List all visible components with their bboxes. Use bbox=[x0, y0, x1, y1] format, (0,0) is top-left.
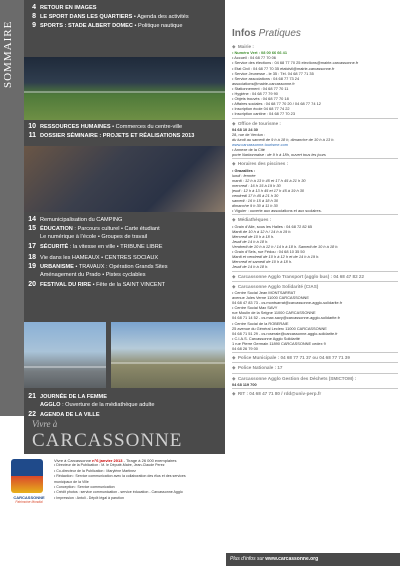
toc-page-number: 20 bbox=[28, 281, 36, 288]
toc-subtitle: Aménagement du Prado • Pistes cyclables bbox=[40, 272, 146, 278]
info-line: • Stationnement : 04 68 77 70 11 bbox=[232, 85, 289, 91]
section-heading bbox=[232, 376, 398, 381]
section-heading-text: Police Municipale : 04 68 77 71 37 ou 04 68 77 71 39 bbox=[237, 355, 350, 361]
diamond-bullet-icon: ◆ bbox=[232, 44, 237, 49]
diamond-bullet-icon: ◆ bbox=[232, 390, 237, 396]
section-heading-text: Médiathèques : bbox=[237, 217, 272, 223]
toc-title: AGGLO bbox=[40, 402, 61, 408]
toc-row bbox=[24, 234, 225, 240]
info-line: Vendredi de 10 h à 12 h / 14 h à 18 h. Samedi de 10 h à 18 h. bbox=[232, 244, 339, 249]
info-line: • Centre Social Max SAVY bbox=[232, 305, 278, 311]
toc-subtitle: • Agenda des activités bbox=[132, 14, 189, 20]
info-line: 1 rue Pierre Germain 11890 CARCASSONNE cedex 9 bbox=[232, 340, 326, 346]
section-divider bbox=[232, 271, 398, 272]
info-line: • C.I.A.S. Carcassonne Agglo Solidarité bbox=[232, 335, 300, 341]
colophon-line: • Conception : Service communication bbox=[54, 485, 115, 490]
toc-page-number: 22 bbox=[28, 411, 36, 418]
toc-row bbox=[24, 243, 225, 250]
info-line: • Grain d’Aile, sous les Halles : 04 68 72 82 65 bbox=[232, 223, 313, 229]
toc-page-number: 18 bbox=[28, 254, 36, 261]
section-heading-text: Carcassonne Agglo Solidarité (CIAS) bbox=[237, 283, 319, 289]
toc-title: JOURNÉE DE LA FEMME bbox=[40, 394, 107, 400]
info-line: lundi : fermée bbox=[232, 172, 256, 178]
section-heading bbox=[232, 44, 398, 49]
info-line: 25 avenue du Général Leclerc 11000 CARCASSONNE bbox=[232, 325, 327, 331]
toc-subtitle: • Commerces du centre-ville bbox=[110, 124, 183, 130]
carcassonne-label: CARCASSONNE bbox=[32, 430, 183, 451]
info-line: • Inscription école 04 68 77 74 22 bbox=[232, 106, 290, 112]
section-heading-text: Mairie : bbox=[237, 44, 254, 49]
info-line: du lundi au samedi de 9 h à 18 h, dimanche de 10 h à 13 h. bbox=[232, 136, 335, 142]
footer-text: Plus d’infos sur www.carcassonne.org bbox=[230, 556, 319, 562]
info-line: samedi : 16 h 15 à 18 h 30 bbox=[232, 198, 279, 204]
toc-row bbox=[24, 132, 225, 139]
colophon-line: • Co-directeur de la Publication : Marylène Martinez bbox=[54, 468, 136, 473]
info-line: 04 68 26 79 00 bbox=[232, 346, 258, 351]
info-line: • Service Jeunesse - le 35 : Tél. 04 68 77 71 35 bbox=[232, 70, 314, 76]
toc-subtitle: : la vitesse en ville • TRIBUNE LIBRE bbox=[68, 244, 163, 250]
footer-band bbox=[226, 553, 400, 566]
toc-row bbox=[24, 225, 225, 232]
section-heading bbox=[232, 217, 398, 222]
section-heading bbox=[232, 121, 398, 126]
carcassonne-logo bbox=[7, 459, 47, 515]
section-heading-text: Police Nationale : 17 bbox=[237, 365, 283, 371]
info-line: • Accueil : 04 68 77 70 06 bbox=[232, 55, 276, 61]
colophon-line: • Impression : Antoli - Dépôt légal à parution bbox=[54, 495, 124, 500]
section-heading bbox=[232, 274, 398, 279]
info-line: vendredi 17 h 45 à 21 h 30 bbox=[232, 193, 279, 198]
info-line: • Etat Civil : 04 68 77 70 35 etatcivil@mairie-carcassonne.fr bbox=[232, 65, 335, 71]
info-line: porte Narbonnaise : de 9 h à 18h, ouvert tous les jours bbox=[232, 152, 326, 158]
diamond-bullet-icon: ◆ bbox=[232, 161, 237, 167]
toc-title: URBANISME bbox=[40, 264, 74, 270]
toc-row bbox=[24, 22, 225, 29]
diamond-bullet-icon: ◆ bbox=[232, 273, 237, 279]
info-line: • Grain d’Sels, rue Fédou : 04 68 10 35 50 bbox=[232, 249, 305, 255]
toc-title: DOSSIER SÉMINAIRE : PROJETS ET RÉALISATIONS 2013 bbox=[40, 133, 195, 139]
info-line: 04 68 71 14 52 - cs.max.savy@carcassonne-agglo-solidarite.fr bbox=[232, 315, 340, 321]
toc-subtitle: : Parcours culturel • Carte étudiant bbox=[72, 226, 160, 232]
colophon bbox=[0, 454, 225, 566]
sommaire-band bbox=[0, 0, 24, 416]
toc-page-number: 21 bbox=[28, 393, 36, 400]
colophon-line: municipaux de la Ville bbox=[54, 479, 89, 484]
toc-row bbox=[24, 272, 225, 278]
info-line: • Grazailles : bbox=[232, 167, 256, 173]
info-line: • Service des élections : 04 68 77 70 25 elections@mairie-carcassonne.fr bbox=[232, 60, 359, 66]
section-heading bbox=[232, 391, 398, 396]
diamond-bullet-icon: ◆ bbox=[232, 365, 237, 371]
section-heading-text: Carcassonne Agglo Gestion des Déchets (SMICTOM) : bbox=[237, 375, 357, 381]
infos-pratiques-column bbox=[226, 0, 400, 566]
toc-row bbox=[24, 393, 225, 400]
info-line: mardi : 12 h à 13 h 45 et 17 h 45 à 21 h 30 bbox=[232, 177, 306, 183]
logo-subtitle: Patrimoine Mondial bbox=[15, 500, 43, 504]
infos-pratiques-title: Infos Pratiques bbox=[232, 28, 301, 39]
toc-title: RESSOURCES HUMAINES bbox=[40, 124, 111, 130]
toc-subtitle: Le numérique à l’école • Groupes de travail bbox=[40, 234, 148, 240]
section-divider bbox=[232, 362, 398, 363]
info-line: Jeudi de 14 h à 18 h. bbox=[232, 264, 269, 270]
section-heading bbox=[232, 161, 398, 166]
section-divider bbox=[232, 373, 398, 374]
logo-name: CARCASSONNE bbox=[13, 495, 45, 500]
section-heading-text: Office de tourisme : bbox=[237, 120, 281, 126]
section-divider bbox=[232, 352, 398, 353]
toc-row bbox=[24, 13, 225, 20]
section-heading bbox=[232, 355, 398, 360]
section-heading-text: RIT : 04 68 47 71 80 / rdd@univ-perp.fr bbox=[237, 390, 322, 396]
info-line: • Annexe de la Cité bbox=[232, 147, 265, 153]
toc-title: SÉCURITÉ bbox=[40, 244, 69, 250]
stadium-photo bbox=[24, 57, 225, 120]
toc-row bbox=[24, 402, 225, 408]
toc-row bbox=[24, 263, 225, 270]
section-divider bbox=[232, 158, 398, 159]
toc-page-number: 4 bbox=[32, 4, 36, 11]
info-line: rue Moulin de la Seigne 11000 CARCASSONNE bbox=[232, 310, 316, 316]
toc-subtitle: • Fête de la SAINT VINCENT bbox=[91, 282, 166, 288]
sommaire-label: SOMMAIRE bbox=[2, 20, 14, 88]
toc-subtitle: : Ouverture de la médiathèque adulte bbox=[60, 402, 155, 408]
toc-subtitle: • Politique nautique bbox=[132, 23, 183, 29]
info-line: associations@mairie-carcassonne.fr bbox=[232, 80, 295, 86]
toc-title: SPORTS : STADE ALBERT DOMEC bbox=[40, 23, 133, 29]
info-line: • Inscription cantine : 04 68 77 70 23 bbox=[232, 111, 296, 117]
section-heading-text: Carcassonne Agglo Transport (agglo bus) : 04 68 47 82 22 bbox=[237, 273, 365, 279]
toc-title: ÉDUCATION bbox=[40, 226, 73, 232]
section-heading bbox=[232, 365, 398, 370]
toc-title: FESTIVAL DU RIRE bbox=[40, 282, 92, 288]
toc-page-number: 11 bbox=[28, 132, 36, 139]
toc-row bbox=[24, 123, 225, 130]
toc-row bbox=[24, 411, 225, 418]
toc-row bbox=[24, 216, 225, 223]
info-line: 04 68 71 51 29 - cs.roseraie@carcassonne-agglo-solidarite.fr bbox=[232, 330, 338, 336]
info-line: 04 68 10 24 30 bbox=[232, 126, 258, 132]
info-line: 28, rue de Verdun : bbox=[232, 131, 266, 137]
toc-row bbox=[24, 254, 225, 261]
info-line: 04 68 119 700 bbox=[232, 381, 257, 387]
vivre-label: Vivre à bbox=[32, 419, 58, 429]
info-line: • Numéro Vert : 08 00 66 66 41 bbox=[232, 50, 287, 56]
colophon-line: • Crédit photos : service communication - service éducation - Carcassonne Agglo bbox=[54, 490, 183, 495]
toc-subtitle: Remunicipalisation du CAMPING bbox=[40, 217, 123, 223]
toc-subtitle: • TRAVAUX : Opération Grands Sites bbox=[73, 264, 168, 270]
logo-icon bbox=[11, 459, 43, 493]
info-line: dimanche 9 h 30 à 11 h 30 bbox=[232, 203, 278, 209]
diamond-bullet-icon: ◆ bbox=[232, 120, 237, 126]
section-divider bbox=[232, 388, 398, 389]
toc-page-number: 9 bbox=[32, 22, 36, 29]
info-line: • Service associations : 04 68 77 73 24 bbox=[232, 75, 300, 81]
info-line[interactable]: www.carcassonne-tourisme.com bbox=[232, 142, 288, 147]
diamond-bullet-icon: ◆ bbox=[232, 375, 237, 381]
info-line: Mardi et vendredi de 10 h à 12 h et de 14 h à 19 h. bbox=[232, 254, 320, 260]
street-photo bbox=[111, 322, 225, 388]
info-line: 04 68 47 83 73 - cs.montsarrat@carcassonne-agglo-solidarite.fr bbox=[232, 300, 343, 306]
toc-title: LE SPORT DANS LES QUARTIERS bbox=[40, 14, 133, 20]
colophon-line: • Directeur de la Publication : M. le Député-Maire, Jean-Claude Perez bbox=[54, 463, 165, 468]
info-line: Mardi de 10 h à 12 h / 14 h à 19 h. bbox=[232, 228, 292, 234]
toc-page-number: 17 bbox=[28, 243, 36, 250]
diamond-bullet-icon: ◆ bbox=[232, 283, 237, 289]
info-line: Jeudi de 14 h à 18 h. bbox=[232, 238, 269, 244]
info-line: Mercredi de 10 h à 18 h. bbox=[232, 233, 275, 239]
colophon-line: • Rédaction : Service communication avec la collaboration des élus et des services bbox=[54, 474, 186, 479]
toc-page-number: 14 bbox=[28, 216, 36, 223]
vivre-a-carcassonne-banner bbox=[24, 416, 225, 454]
colophon-text bbox=[54, 458, 222, 501]
info-line: • Affaires sociales : 04 68 77 70 20 / 04 68 77 74 12 bbox=[232, 101, 321, 107]
toc-page-number: 19 bbox=[28, 263, 36, 270]
info-line: mercredi : 16 h 15 à 19 h 30 bbox=[232, 182, 281, 188]
info-line: avenue Jules Verne 11000 CARCASSONNE bbox=[232, 295, 309, 300]
info-line: • Centre Social Jean MONTSARRAT bbox=[232, 289, 296, 295]
toc-row bbox=[24, 281, 225, 288]
section-heading-text: Horaires des piscines : bbox=[237, 161, 289, 167]
info-line: Mercredi et samedi de 10 h à 18 h. bbox=[232, 259, 293, 265]
toc-subtitle: Vie dans les HAMEAUX • CENTRES SOCIAUX bbox=[40, 255, 159, 261]
road-photo bbox=[24, 322, 106, 388]
info-line: jeudi : 12 h à 13 h 45 et 17 h 45 à 19 h 30 bbox=[232, 187, 305, 193]
toc-page-number: 10 bbox=[28, 123, 36, 130]
diamond-bullet-icon: ◆ bbox=[232, 217, 237, 223]
section-divider bbox=[232, 281, 398, 282]
info-line: • Objets trouvés : 04 68 77 70 18 bbox=[232, 96, 289, 102]
toc-title: AGENDA DE LA VILLE bbox=[40, 412, 100, 418]
toc-page-number: 15 bbox=[28, 225, 36, 232]
diamond-bullet-icon: ◆ bbox=[232, 355, 237, 361]
toc-title: RETOUR EN IMAGES bbox=[40, 5, 97, 11]
section-heading bbox=[232, 284, 398, 289]
toc-row bbox=[24, 4, 225, 11]
colophon-head: Vivre à Carcassonne n°6 janvier 2013 - Tirage à 26 000 exemplaires bbox=[54, 458, 177, 463]
website-link[interactable]: www.carcassonne.org bbox=[265, 556, 319, 562]
info-line: • Hygiène : 04 68 77 79 90 bbox=[232, 91, 278, 96]
info-line: • Viguier : ouverte aux associations et aux scolaires. bbox=[232, 208, 322, 214]
seminar-photo bbox=[24, 146, 225, 212]
info-line: • Centre Social de la ROBERAIE bbox=[232, 320, 289, 326]
toc-page-number: 8 bbox=[32, 13, 36, 20]
section-divider bbox=[232, 118, 398, 119]
section-divider bbox=[232, 214, 398, 215]
